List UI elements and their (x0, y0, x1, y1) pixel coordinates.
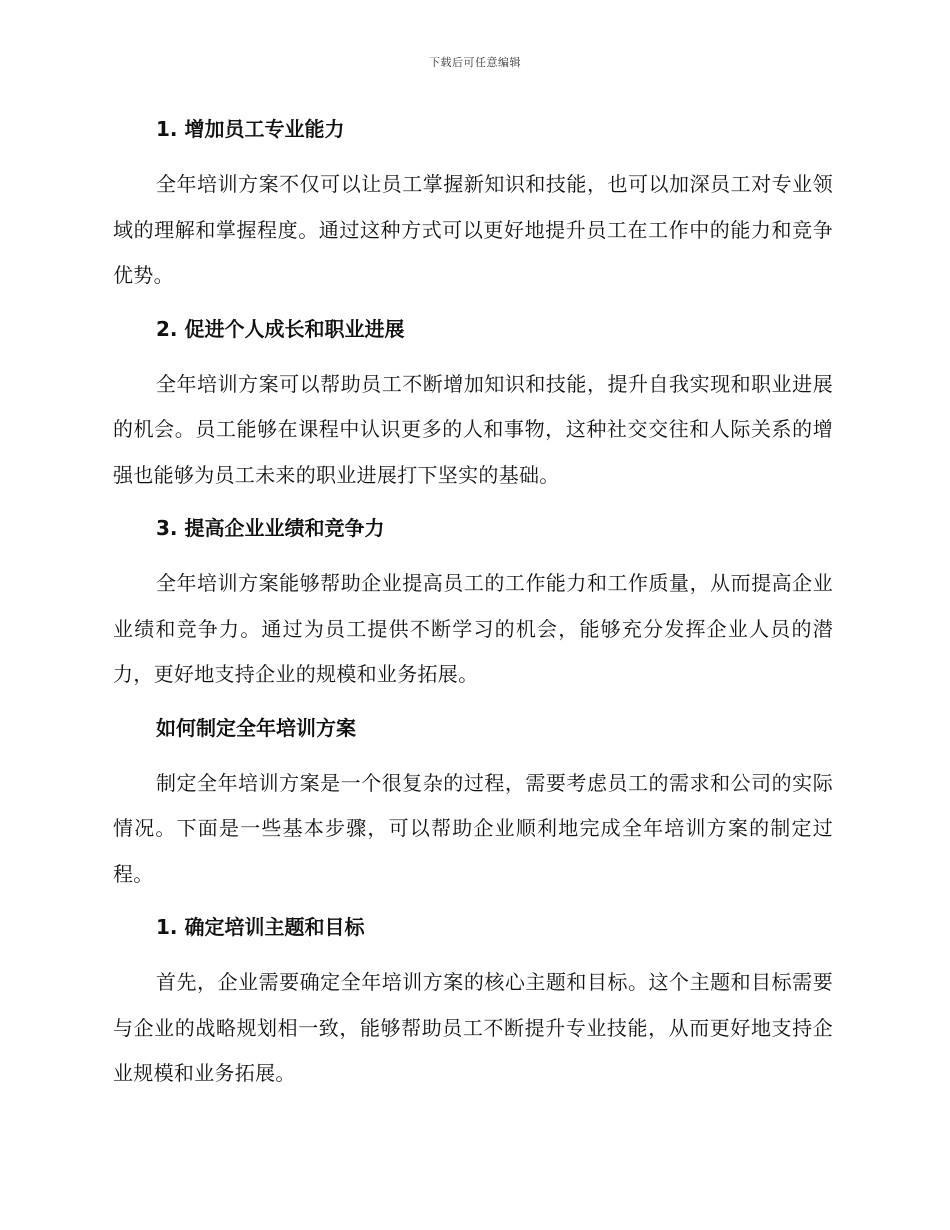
section-paragraph: 全年培训方案可以帮助员工不断增加知识和技能，提升自我实现和职业进展的机会。员工能够在课程中认识更多的人和事物，这种社交交往和人际关系的增强也能够为员工未来的职业进展打下坚实的基础。 (113, 371, 833, 487)
section-paragraph: 全年培训方案不仅可以让员工掌握新知识和技能，也可以加深员工对专业领域的理解和掌握程度。通过这种方式可以更好地提升员工在工作中的能力和竞争优势。 (113, 172, 833, 287)
section-paragraph: 全年培训方案能够帮助企业提高员工的工作能力和工作质量，从而提高企业业绩和竞争力。通过为员工提供不断学习的机会，能够充分发挥企业人员的潜力，更好地支持企业的规模和业务拓展。 (113, 571, 833, 686)
section-heading: 1. 增加员工专业能力 (156, 117, 345, 141)
section-paragraph: 首先，企业需要确定全年培训方案的核心主题和目标。这个主题和目标需要与企业的战略规划相一致，能够帮助员工不断提升专业技能，从而更好地支持企业规模和业务拓展。 (113, 970, 833, 1085)
section-heading: 1. 确定培训主题和目标 (156, 915, 365, 939)
section-heading: 2. 促进个人成长和职业进展 (156, 316, 405, 341)
page-header-note: 下载后可任意编辑 (429, 56, 521, 69)
section-heading: 3. 提高企业业绩和竞争力 (156, 516, 385, 540)
section-paragraph: 制定全年培训方案是一个很复杂的过程，需要考虑员工的需求和公司的实际情况。下面是一些基本步骤，可以帮助企业顺利地完成全年培训方案的制定过程。 (113, 770, 833, 886)
section-heading: 如何制定全年培训方案 (156, 715, 356, 740)
document-body (113, 112, 833, 1110)
